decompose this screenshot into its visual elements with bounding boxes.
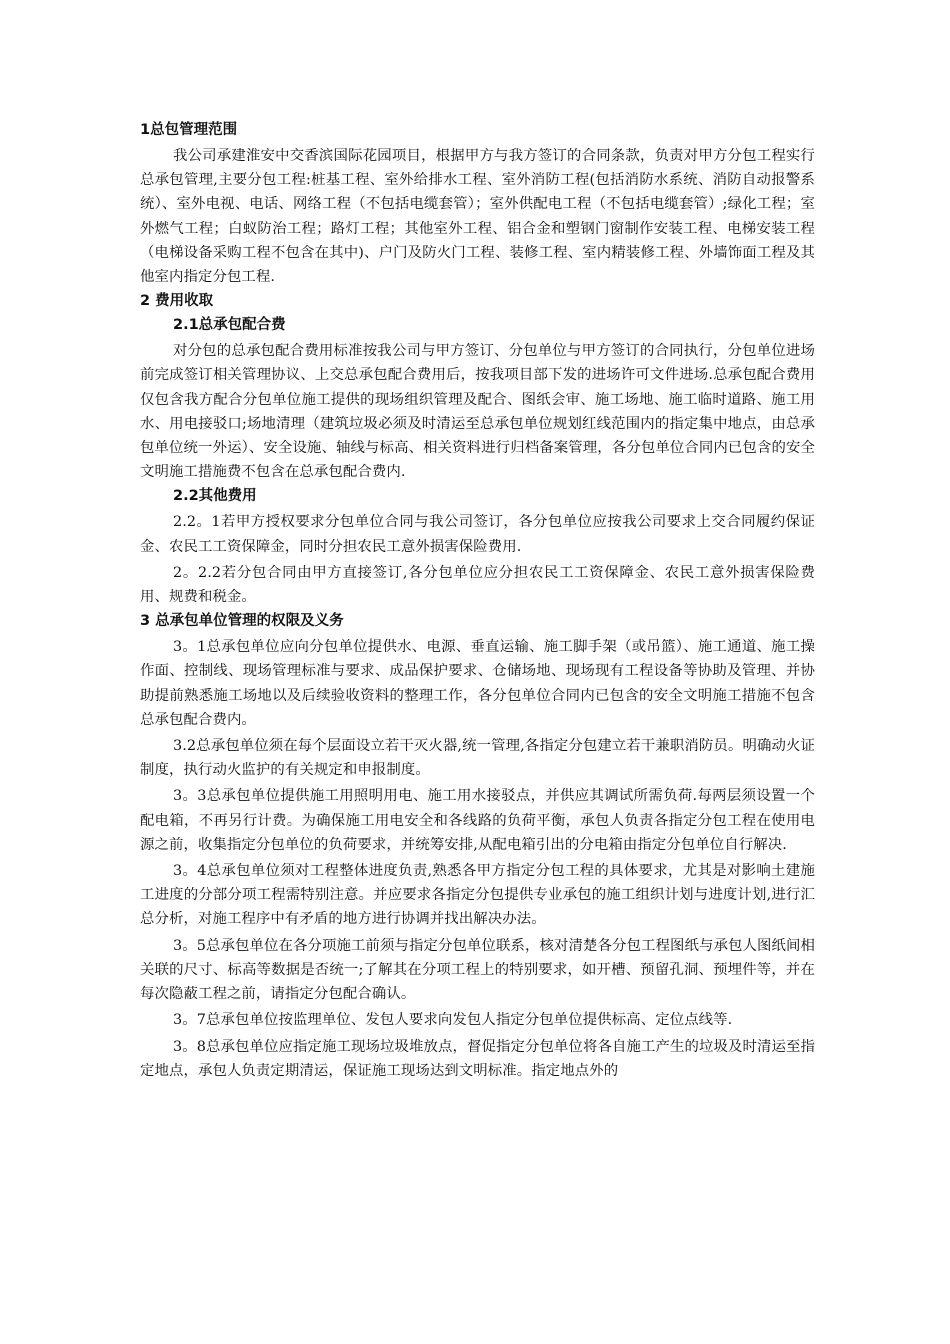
paragraph-3-3: 3。3总承包单位提供施工用照明用电、施工用水接驳点，并供应其调试所需负荷.每两层须设置一个配电箱，不再另行计费。为确保施工用电安全和各线路的负荷平衡，承包人负责各指定分包工程在使用电源之前，收集指定分包单位的负荷要求，并统筹安排,从配电箱引出的分电箱由指定分包单位自行解决. [140,788,815,853]
paragraph-3-1: 3。1总承包单位应向分包单位提供水、电源、垂直运输、施工脚手架（或吊篮）、施工通道、施工操作面、控制线、现场管理标准与要求、成品保护要求、仓储场地、现场现有工程设备等协助及管理、并协助提前熟悉施工场地以及后续验收资料的整理工作，各分包单位合同内已包含的安全文明施工措施不包含总承包配合费内。 [140,639,815,728]
paragraph-1-1: 我公司承建淮安中交香滨国际花园项目，根据甲方与我方签订的合同条款，负责对甲方分包工程实行总承包管理,主要分包工程:桩基工程、室外给排水工程、室外消防工程(包括消防水系统、消防自动报警系统）、室外电视、电话、网络工程（不包括电缆套管）；室外供配电工程（不包括电缆套管）;绿化工程；室外燃气工程；白蚁防治工程；路灯工程；其他室外工程、铝合金和塑钢门窗制作安装工程、电梯安装工程（电梯设备采购工程不包含在其中)、户门及防火门工程、装修工程、室内精装修工程、外墙饰面工程及其他室内指定分包工程. [140,148,815,286]
section-heading-1: 1总包管理范围 [140,122,238,138]
paragraph-2-2-2: 2。2.2若分包合同由甲方直接签订,各分包单位应分担农民工工资保障金、农民工意外损害保险费用、规费和税金。 [140,564,815,606]
paragraph-2-1-1: 对分包的总承包配合费用标准按我公司与甲方签订、分包单位与甲方签订的合同执行，分包单位进场前完成签订相关管理协议、上交总承包配合费用后，按我项目部下发的进场许可文件进场.总承包配合费用仅包含我方配合分包单位施工提供的现场组织管理及配合、图纸会审、施工场地、施工临时道路、施工用水、用电接驳口;场地清理（建筑垃圾必须及时清运至总承包单位规划红线范围内的指定集中地点，由总承包单位统一外运）、安全设施、轴线与标高、相关资料进行归档备案管理，各分包单位合同内已包含的安全文明施工措施费不包含在总承包配合费内. [140,343,815,481]
section-heading-2: 2 费用收取 [140,293,214,310]
paragraph-3-8: 3。8总承包单位应指定施工现场垃圾堆放点，督促指定分包单位将各自施工产生的垃圾及时清运至指定地点，承包人负责定期清运，保证施工现场达到文明标准。指定地点外的 [140,1038,815,1079]
paragraph-3-4: 3。4总承包单位须对工程整体进度负责,熟悉各甲方指定分包工程的具体要求，尤其是对影响土建施工进度的分部分项工程需特别注意。并应要求各指定分包提供专业承包的施工组织计划与进度计划,进行汇总分析，对施工程序中有矛盾的地方进行协调并找出解决办法。 [140,863,815,928]
paragraph-2-2-1: 2.2。1若甲方授权要求分包单位合同与我公司签订，各分包单位应按我公司要求上交合同履约保证金、农民工工资保障金，同时分担农民工意外损害保险费用. [140,514,815,555]
subsection-heading-2-1: 2.1总承包配合费 [173,317,286,334]
section-heading-3: 3 总承包单位管理的权限及义务 [140,613,344,630]
subsection-heading-2-2: 2.2其他费用 [173,488,257,505]
paragraph-3-7: 3。7总承包单位按监理单位、发包人要求向发包人指定分包单位提供标高、定位点线等. [173,1012,733,1029]
document-page [140,118,815,1083]
paragraph-3-2: 3.2总承包单位须在每个层面设立若干灭火器,统一管理,各指定分包建立若干兼职消防员。明确动火证制度，执行动火监护的有关规定和申报制度。 [140,738,815,779]
paragraph-3-5: 3。5总承包单位在各分项施工前须与指定分包单位联系，核对清楚各分包工程图纸与承包人图纸间相关联的尺寸、标高等数据是否统一;了解其在分项工程上的特别要求，如开槽、预留孔洞、预埋件等，并在每次隐蔽工程之前，请指定分包配合确认。 [140,937,815,1003]
